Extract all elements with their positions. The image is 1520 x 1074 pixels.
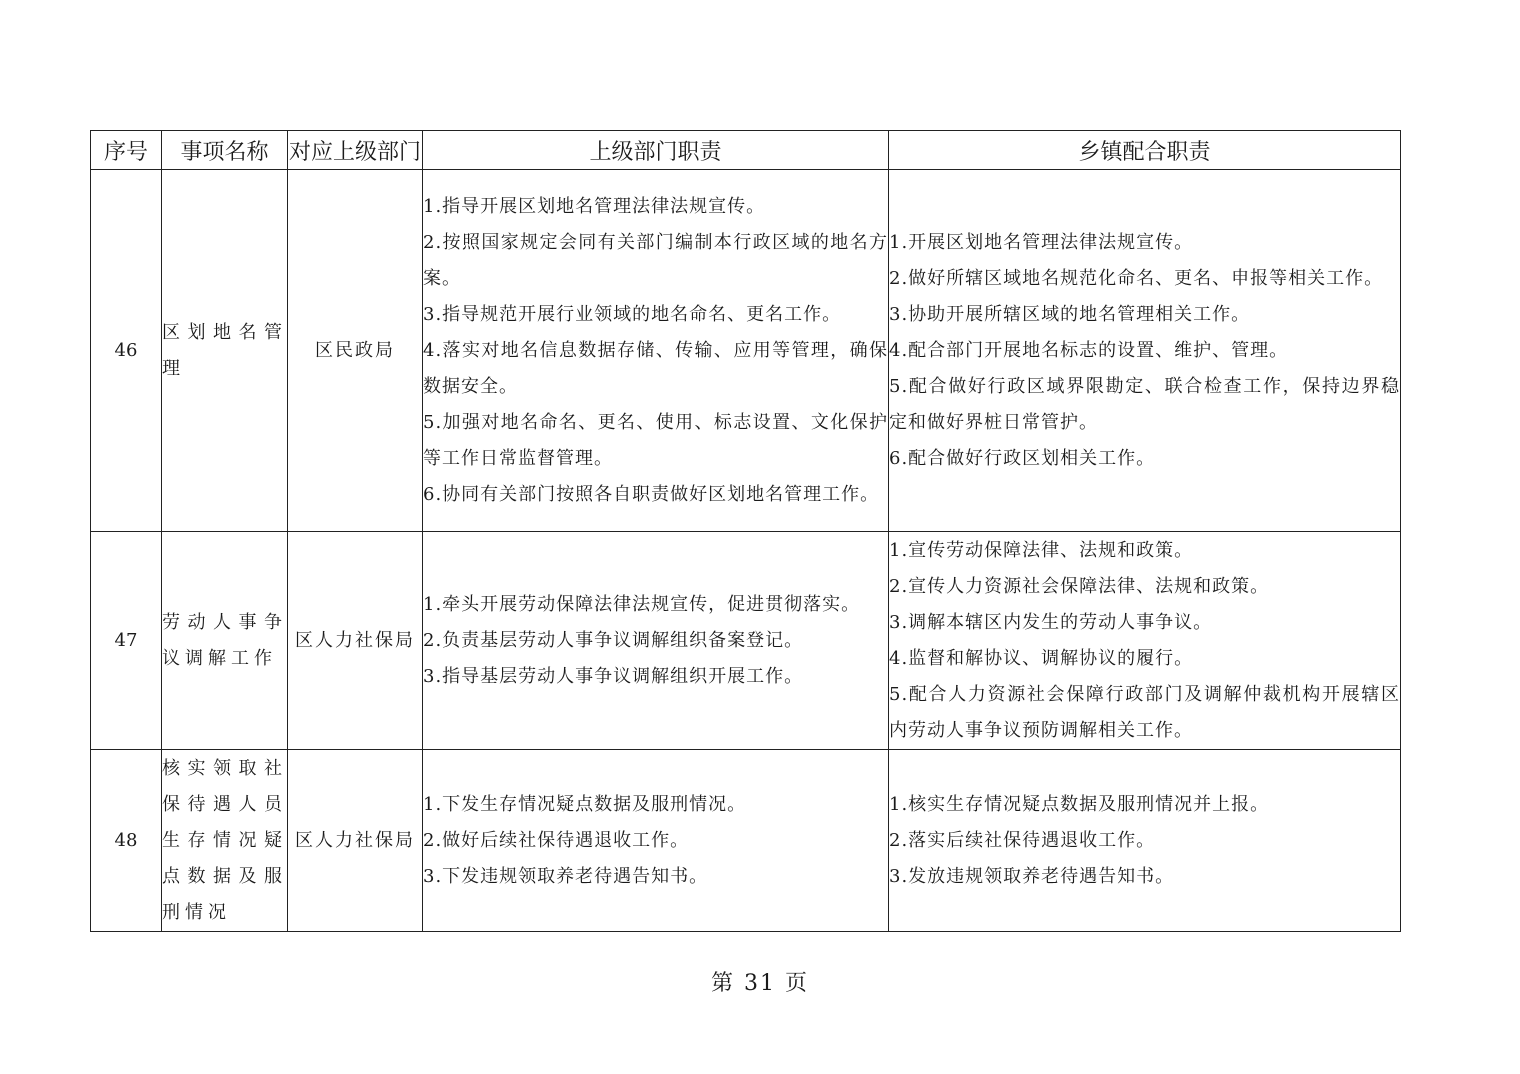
duty-line: 3.发放违规领取养老待遇告知书。 — [889, 865, 1175, 887]
row-dept: 区人力社保局 — [288, 750, 423, 932]
duty-line: 2.宣传人力资源社会保障法律、法规和政策。 — [889, 575, 1270, 597]
row-town-duties — [889, 532, 1401, 750]
duty-line: 1.牵头开展劳动保障法律法规宣传，促进贯彻落实。 — [423, 593, 861, 615]
duty-line: 2.做好后续社保待遇退收工作。 — [423, 829, 690, 851]
page-number: 第 31 页 — [711, 971, 809, 996]
header-upper-duties: 上级部门职责 — [423, 131, 889, 170]
row-item-name: 劳动人事争议调解工作 — [162, 532, 288, 750]
row-item-name: 区划地名管理 — [162, 170, 288, 532]
row-upper-duties — [423, 170, 889, 532]
duty-line: 6.协同有关部门按照各自职责做好区划地名管理工作。 — [423, 483, 880, 505]
table-row — [91, 750, 1401, 932]
row-upper-duties — [423, 750, 889, 932]
duty-line: 1.下发生存情况疑点数据及服刑情况。 — [423, 793, 747, 815]
row-seq: 46 — [91, 170, 162, 532]
row-seq: 47 — [91, 532, 162, 750]
duty-line: 3.调解本辖区内发生的劳动人事争议。 — [889, 611, 1213, 633]
duty-line: 1.核实生存情况疑点数据及服刑情况并上报。 — [889, 793, 1270, 815]
duty-line: 2.负责基层劳动人事争议调解组织备案登记。 — [423, 629, 804, 651]
duty-line: 6.配合做好行政区划相关工作。 — [889, 447, 1156, 469]
duty-line: 3.指导基层劳动人事争议调解组织开展工作。 — [423, 665, 804, 687]
duty-line: 3.协助开展所辖区域的地名管理相关工作。 — [889, 303, 1251, 325]
table-row — [91, 170, 1401, 532]
duty-line: 2.按照国家规定会同有关部门编制本行政区域的地名方案。 — [423, 231, 888, 289]
header-town-duties: 乡镇配合职责 — [889, 131, 1401, 170]
row-upper-duties — [423, 532, 889, 750]
header-row — [91, 131, 1401, 170]
table-row — [91, 532, 1401, 750]
duty-line: 2.落实后续社保待遇退收工作。 — [889, 829, 1156, 851]
duty-table — [90, 130, 1401, 932]
duty-line: 4.监督和解协议、调解协议的履行。 — [889, 647, 1194, 669]
duty-line: 5.配合做好行政区域界限勘定、联合检查工作，保持边界稳定和做好界桩日常管护。 — [889, 375, 1400, 433]
row-item-name: 核实领取社保待遇人员生存情况疑点数据及服刑情况 — [162, 750, 288, 932]
duty-line: 3.下发违规领取养老待遇告知书。 — [423, 865, 709, 887]
row-dept: 区民政局 — [288, 170, 423, 532]
duty-line: 1.宣传劳动保障法律、法规和政策。 — [889, 539, 1194, 561]
row-town-duties — [889, 750, 1401, 932]
duty-line: 3.指导规范开展行业领域的地名命名、更名工作。 — [423, 303, 842, 325]
row-seq: 48 — [91, 750, 162, 932]
duty-line: 1.指导开展区划地名管理法律法规宣传。 — [423, 195, 766, 217]
duty-line: 5.配合人力资源社会保障行政部门及调解仲裁机构开展辖区内劳动人事争议预防调解相关工作。 — [889, 683, 1400, 741]
row-dept: 区人力社保局 — [288, 532, 423, 750]
header-seq: 序号 — [91, 131, 162, 170]
duty-line: 4.落实对地名信息数据存储、传输、应用等管理，确保数据安全。 — [423, 339, 888, 397]
duty-line: 2.做好所辖区域地名规范化命名、更名、申报等相关工作。 — [889, 267, 1384, 289]
header-item-name: 事项名称 — [162, 131, 288, 170]
duty-line: 1.开展区划地名管理法律法规宣传。 — [889, 231, 1194, 253]
row-town-duties — [889, 170, 1401, 532]
duty-line: 4.配合部门开展地名标志的设置、维护、管理。 — [889, 339, 1289, 361]
duty-line: 5.加强对地名命名、更名、使用、标志设置、文化保护等工作日常监督管理。 — [423, 411, 888, 469]
header-upper-dept: 对应上级部门 — [288, 131, 423, 170]
